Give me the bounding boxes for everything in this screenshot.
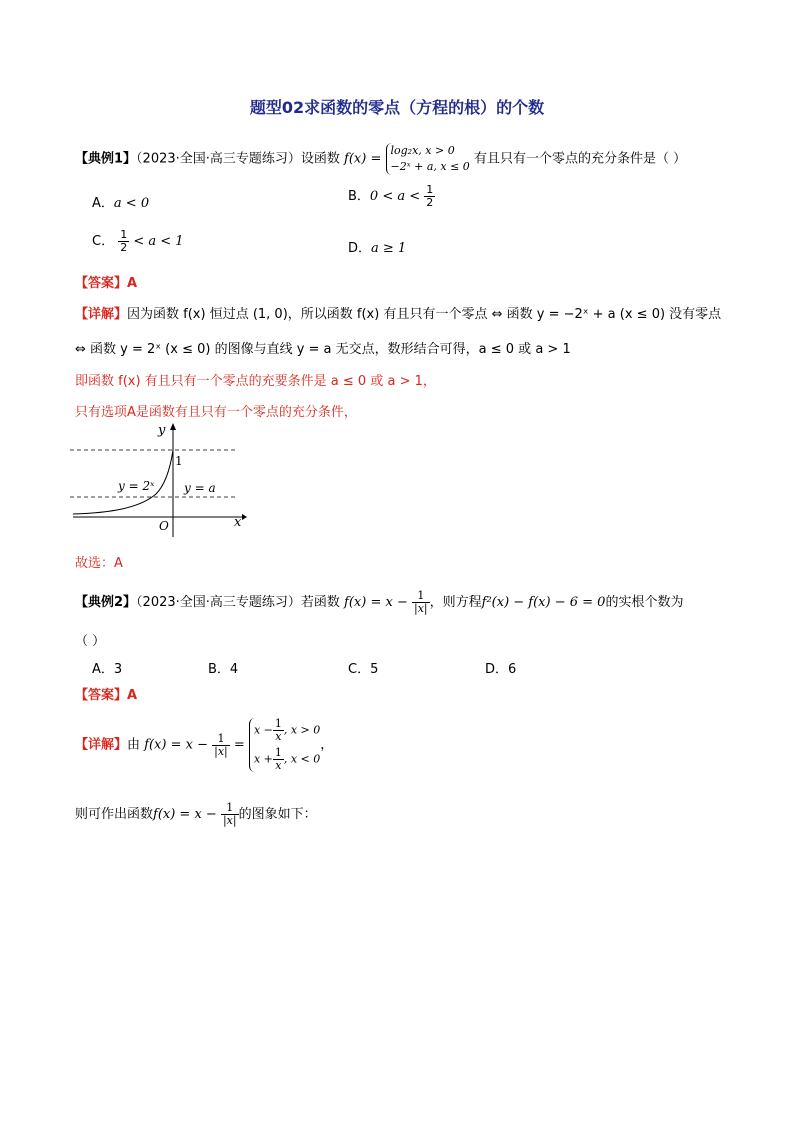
option-c-fraction (118, 229, 129, 254)
example-1-option-d (348, 237, 406, 256)
option-c-math: < a < 1 (133, 234, 184, 249)
detail-function: f(x) = x − (144, 737, 208, 753)
fraction-numerator: 1 (412, 590, 430, 603)
example-1-option-b (348, 184, 435, 209)
fraction-numerator: 1 (221, 802, 239, 815)
example-2-paren: （ ） (75, 634, 106, 649)
detail-by: 由 (127, 737, 141, 753)
example-2-function: f(x) = x − (344, 595, 408, 610)
example-2-equation: f²(x) − f(x) − 6 = 0 (481, 595, 606, 610)
example-2-detail (75, 718, 333, 772)
origin-label: O (159, 519, 169, 533)
case-1-pre: x − (253, 723, 273, 737)
y-axis-label: y (158, 423, 166, 438)
choose-text: 故选：A (75, 556, 123, 571)
detail-equals: = (233, 737, 245, 753)
example-2-label: 【典例2】 (75, 595, 137, 610)
fraction-denominator: |x| (222, 814, 237, 827)
piecewise-case-1 (254, 718, 320, 743)
example-1-detail-line-2: ⇔ 函数 y = 2ˣ (x ≤ 0) 的图像与直线 y = a 无交点，数形结合可得，a ≤ 0 或 a > 1 (75, 342, 571, 357)
example-1-case-2: −2ˣ + a, x ≤ 0 (390, 160, 470, 173)
fraction-numerator: 1 (212, 733, 230, 746)
example-1-tail: 有且只有一个零点的充分条件是（ ） (473, 151, 687, 167)
option-c-letter: C． (92, 234, 115, 249)
fraction-numerator: 1 (274, 717, 282, 730)
case-1-fraction (273, 718, 284, 743)
example-1-question (75, 143, 686, 175)
fraction-numerator: 1 (426, 183, 434, 196)
detail-piecewise (249, 718, 320, 772)
case-1-post: , x > 0 (283, 723, 321, 737)
detail-label: 【详解】 (75, 307, 128, 322)
example-1-detail-line-1 (75, 303, 721, 322)
fraction-denominator: |x| (214, 744, 228, 758)
example-2-question (75, 590, 683, 615)
example-1-source: （2023·全国·高三专题练习）设函数 (136, 151, 340, 167)
option-d-math: a ≥ 1 (371, 241, 407, 256)
case-2-post: , x < 0 (283, 752, 321, 766)
example-2-final (75, 802, 317, 827)
detail-comma: ， (320, 737, 334, 753)
page-title: 题型02求函数的零点（方程的根）的个数 (249, 98, 545, 117)
example-2-answer: 【答案】A (75, 688, 138, 703)
option-d-letter: D． (348, 241, 372, 256)
case-2-pre: x + (253, 752, 273, 766)
option-b-fraction (424, 184, 435, 209)
piecewise-case-2 (254, 747, 320, 772)
example-1-option-c (92, 229, 184, 254)
fraction-denominator: x (275, 730, 282, 743)
fraction-denominator: x (275, 759, 282, 772)
tick-1-label: 1 (175, 454, 183, 468)
final-post: 的图象如下： (238, 807, 317, 822)
example-1-answer: 【答案】A (75, 276, 138, 291)
example-1-detail-line-3: 即函数 f(x) 有且只有一个零点的充要条件是 a ≤ 0 或 a > 1， (75, 374, 436, 389)
fraction-denominator: |x| (414, 602, 428, 615)
final-fraction (221, 802, 239, 827)
example-1-detail-line-4: 只有选项A是函数有且只有一个零点的充分条件， (75, 405, 357, 420)
example-2-mid: ，则方程 (429, 595, 482, 610)
example-2-source: （2023·全国·高三专题练习）若函数 (136, 595, 340, 610)
detail-label: 【详解】 (75, 737, 128, 753)
line-label: y = a (184, 481, 216, 495)
fraction-numerator: 1 (274, 746, 282, 759)
y-axis-arrow (170, 423, 176, 430)
fraction-denominator: 2 (426, 196, 434, 209)
option-a-letter: A． (92, 196, 114, 211)
x-axis-arrow (242, 514, 247, 520)
fraction-denominator: 2 (120, 241, 128, 254)
option-b-math: 0 < a < (369, 189, 421, 204)
curve-label: y = 2ˣ (118, 479, 155, 493)
option-a-math: a < 0 (113, 196, 150, 211)
example-1-function: f(x) = (344, 151, 382, 167)
example-2-option-c: C．5 (348, 662, 379, 677)
detail-text: 因为函数 f(x) 恒过点 (1, 0)，所以函数 f(x) 有且只有一个零点 ⇔ 函数 y = −2ˣ + a (x ≤ 0) 没有零点 (127, 307, 722, 322)
example-1-graph (70, 422, 250, 540)
example-2-option-d: D．6 (485, 662, 517, 677)
detail-fraction (212, 733, 230, 758)
example-2-tail: 的实根个数为 (605, 595, 684, 610)
example-1-piecewise (386, 143, 470, 175)
final-function: f(x) = x − (153, 807, 217, 822)
example-1-case-1: log₂x, x > 0 (390, 144, 455, 157)
final-pre: 则可作出函数 (75, 807, 154, 822)
x-axis-label: x (234, 515, 242, 530)
example-2-option-a: A．3 (92, 662, 123, 677)
example-2-fraction (412, 590, 430, 615)
fraction-numerator: 1 (120, 228, 128, 241)
example-1-choose (75, 552, 123, 571)
example-1-option-a (92, 192, 149, 211)
example-1-label: 【典例1】 (75, 151, 137, 167)
option-b-letter: B． (348, 189, 370, 204)
case-2-fraction (273, 747, 284, 772)
example-2-option-b: B．4 (208, 662, 239, 677)
